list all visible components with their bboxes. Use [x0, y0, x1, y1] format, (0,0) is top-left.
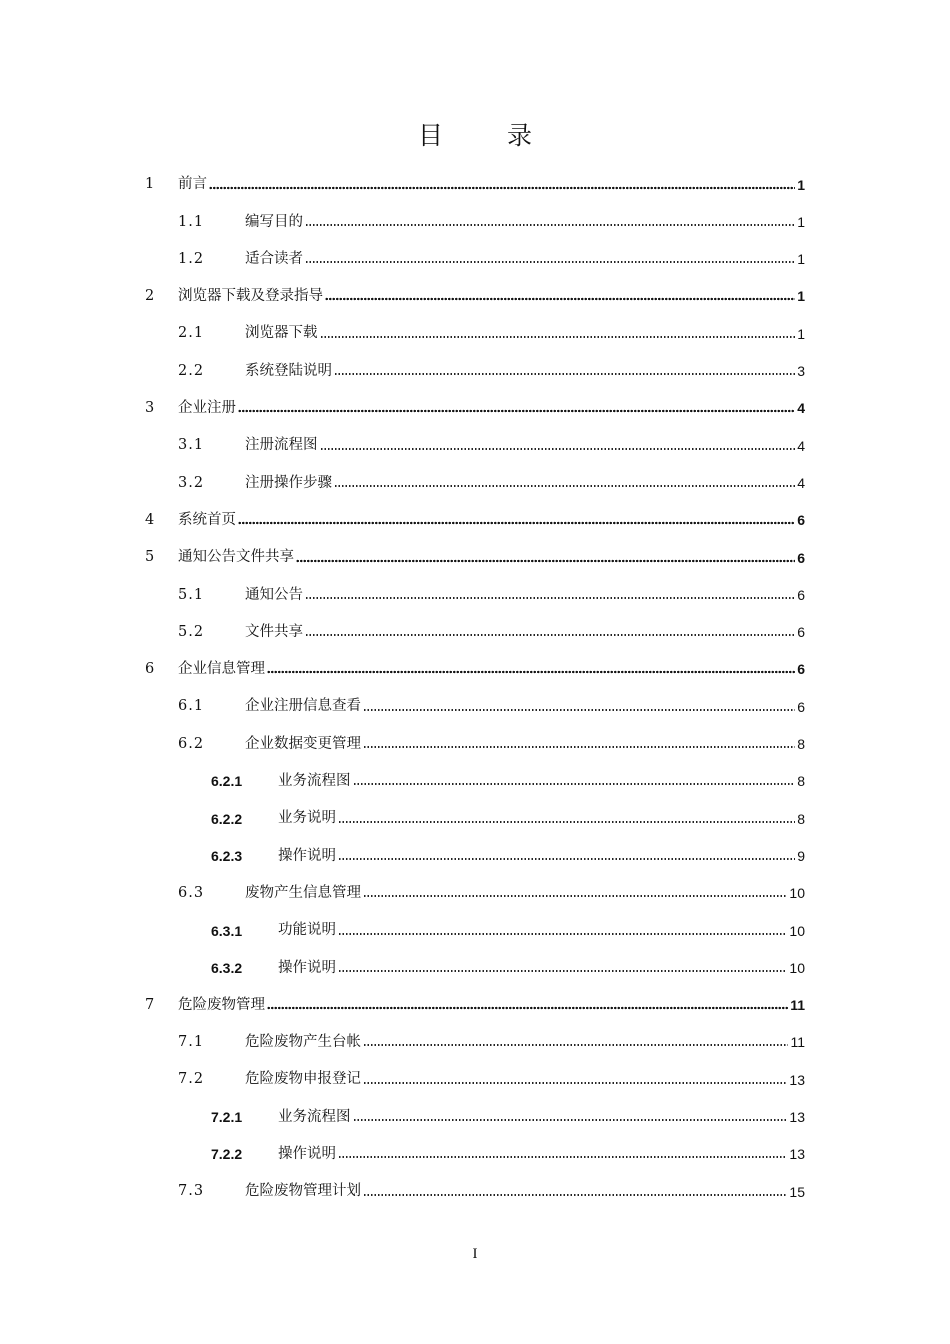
toc-entry[interactable]: [178, 427, 805, 464]
dot-leader: [305, 633, 795, 637]
toc-entry-page: 9: [797, 847, 805, 864]
toc-entry-number: 6.3: [178, 884, 205, 901]
dot-leader: [363, 1081, 787, 1085]
toc-entry-label: 危险废物管理计划: [245, 1183, 361, 1200]
toc-entry-number: 4: [145, 511, 155, 528]
toc-entry-number: 1.2: [178, 250, 205, 267]
dot-leader: [305, 223, 795, 227]
toc-entry[interactable]: [178, 576, 805, 613]
toc-entry-label: 业务说明: [278, 810, 336, 827]
toc-entry[interactable]: [178, 241, 805, 278]
dot-leader: [238, 521, 795, 525]
toc-entry-number: 7.1: [178, 1034, 205, 1051]
toc-entry-page: 6: [797, 549, 805, 566]
dot-leader: [363, 745, 795, 749]
toc-entry-number: 6.2.1: [211, 773, 243, 790]
toc-entry-label: 浏览器下载: [245, 325, 318, 342]
page-number: I: [472, 1246, 478, 1262]
toc-entry-label: 注册流程图: [245, 437, 318, 454]
toc-entry-number: 6: [145, 661, 155, 678]
toc-entry[interactable]: [178, 353, 805, 390]
toc-entry[interactable]: [178, 1173, 805, 1210]
toc-entry-page: 4: [797, 474, 805, 491]
toc-entry-page: 6: [797, 661, 805, 678]
toc-entry-page: 1: [797, 251, 805, 268]
toc-entry[interactable]: [178, 315, 805, 352]
toc-entry-page: 11: [790, 1034, 805, 1051]
dot-leader: [363, 894, 787, 898]
toc-entry[interactable]: [211, 837, 805, 874]
toc-entry[interactable]: [145, 278, 805, 315]
dot-leader: [267, 670, 795, 674]
toc-entry-label: 企业数据变更管理: [245, 735, 361, 752]
dot-leader: [338, 857, 795, 861]
toc-entry-label: 通知公告文件共享: [178, 549, 294, 566]
toc-entry-number: 2.2: [178, 362, 205, 379]
toc-entry-number: 6.3.1: [211, 922, 243, 939]
toc-entry-page: 10: [789, 922, 805, 939]
toc-entry-number: 6.2: [178, 735, 205, 752]
toc-entry-number: 6.2.2: [211, 810, 243, 827]
toc-entry-label: 前言: [178, 176, 207, 193]
toc-entry-page: 10: [789, 885, 805, 902]
dot-leader: [353, 782, 796, 786]
toc-entry-page: 1: [797, 213, 805, 230]
toc-entry-number: 5.1: [178, 586, 205, 603]
toc-entry-page: 10: [789, 959, 805, 976]
toc-entry[interactable]: [145, 539, 805, 576]
dot-leader: [209, 186, 795, 190]
dot-leader: [325, 297, 795, 301]
toc-entry-page: 15: [789, 1183, 805, 1200]
toc-entry-label: 浏览器下载及登录指导: [178, 288, 323, 305]
dot-leader: [363, 708, 795, 712]
toc-entry[interactable]: [178, 1024, 805, 1061]
toc-entry-page: 13: [789, 1146, 805, 1163]
toc-entry-number: 3.2: [178, 474, 205, 491]
dot-leader: [305, 596, 795, 600]
toc-entry-label: 废物产生信息管理: [245, 884, 361, 901]
toc-entry-number: 1.1: [178, 213, 205, 230]
dot-leader: [338, 820, 795, 824]
toc-entry-number: 2.1: [178, 325, 205, 342]
toc-entry-label: 编写目的: [245, 213, 303, 230]
toc-entry[interactable]: [145, 651, 805, 688]
toc-entry-number: 6.2.3: [211, 847, 243, 864]
dot-leader: [363, 1193, 787, 1197]
toc-entry-label: 企业注册: [178, 400, 236, 417]
toc-entry-label: 业务流程图: [278, 1108, 351, 1125]
toc-entry-number: 2: [145, 288, 155, 305]
toc-entry[interactable]: [178, 688, 805, 725]
toc-entry-number: 7.2.2: [211, 1146, 243, 1163]
toc-entry-number: 7: [145, 996, 155, 1013]
toc-entry-page: 4: [797, 437, 805, 454]
toc-entry-page: 8: [797, 810, 805, 827]
toc-entry[interactable]: [178, 203, 805, 240]
toc-entry[interactable]: [211, 800, 805, 837]
toc-entry-number: 1: [145, 176, 155, 193]
dot-leader: [305, 260, 795, 264]
dot-leader: [296, 559, 795, 563]
toc-entry[interactable]: [178, 1061, 805, 1098]
toc-entry-label: 企业注册信息查看: [245, 698, 361, 715]
dot-leader: [334, 372, 795, 376]
dot-leader: [238, 409, 795, 413]
toc-entry[interactable]: [145, 390, 805, 427]
toc-entry-label: 文件共享: [245, 623, 303, 640]
toc-entry-label: 企业信息管理: [178, 661, 265, 678]
toc-entry-label: 系统登陆说明: [245, 362, 332, 379]
toc-entry-page: 1: [797, 176, 805, 193]
toc-entry[interactable]: [145, 166, 805, 203]
toc-entry-label: 操作说明: [278, 847, 336, 864]
toc-entry[interactable]: [211, 1099, 805, 1136]
toc-entry[interactable]: [211, 912, 805, 949]
toc-title: 目 录: [418, 121, 560, 150]
toc-entry-label: 危险废物管理: [178, 996, 265, 1013]
toc-entry-label: 业务流程图: [278, 773, 351, 790]
dot-leader: [320, 335, 796, 339]
toc-entry-number: 5.2: [178, 623, 205, 640]
toc-entry-label: 危险废物产生台帐: [245, 1034, 361, 1051]
toc-entry-page: 1: [797, 325, 805, 342]
toc-entry[interactable]: [211, 949, 805, 986]
dot-leader: [334, 484, 795, 488]
toc-entry-label: 注册操作步骤: [245, 474, 332, 491]
toc-entry-label: 通知公告: [245, 586, 303, 603]
toc-entry[interactable]: [178, 464, 805, 501]
toc-entry-number: 7.3: [178, 1183, 205, 1200]
toc-entry[interactable]: [211, 1136, 805, 1173]
toc-entry-page: 13: [789, 1109, 805, 1125]
toc-entry-number: 3.1: [178, 437, 205, 454]
toc-entry[interactable]: [178, 875, 805, 912]
dot-leader: [363, 1043, 788, 1047]
toc-entry-page: 6: [797, 512, 805, 529]
toc-entry-page: 1: [797, 288, 805, 305]
toc-entry-page: 6: [797, 624, 805, 641]
toc-entry[interactable]: [211, 763, 805, 800]
dot-leader: [338, 969, 787, 973]
toc-entry-label: 危险废物申报登记: [245, 1071, 361, 1088]
toc-entry-number: 3: [145, 400, 155, 417]
toc-entry-page: 6: [797, 586, 805, 603]
toc-entry-page: 11: [790, 997, 805, 1014]
dot-leader: [353, 1118, 788, 1122]
dot-leader: [267, 1006, 788, 1010]
toc-entry-number: 6.3.2: [211, 959, 243, 976]
toc-entry-label: 操作说明: [278, 959, 336, 976]
toc-entry-label: 适合读者: [245, 250, 303, 267]
toc-entry-page: 4: [797, 400, 805, 417]
toc-entry[interactable]: [145, 987, 805, 1024]
toc-entry[interactable]: [178, 614, 805, 651]
toc-entry-page: 3: [797, 363, 805, 379]
dot-leader: [338, 932, 787, 936]
toc-entry-number: 7.2: [178, 1071, 205, 1088]
toc-entry-label: 系统首页: [178, 511, 236, 528]
toc-entry-number: 5: [145, 549, 155, 566]
toc-entry-number: 6.1: [178, 698, 205, 715]
toc-entry-page: 13: [789, 1071, 805, 1088]
toc-entry-label: 操作说明: [278, 1146, 336, 1163]
toc-entry[interactable]: [145, 502, 805, 539]
toc-entry-page: 8: [797, 736, 805, 752]
toc-entry-page: 8: [797, 773, 805, 790]
toc-entry-page: 6: [797, 698, 805, 715]
dot-leader: [338, 1155, 787, 1159]
toc-entry-number: 7.2.1: [211, 1109, 243, 1125]
toc-entry[interactable]: [178, 726, 805, 763]
dot-leader: [320, 447, 796, 451]
toc-entry-label: 功能说明: [278, 922, 336, 939]
